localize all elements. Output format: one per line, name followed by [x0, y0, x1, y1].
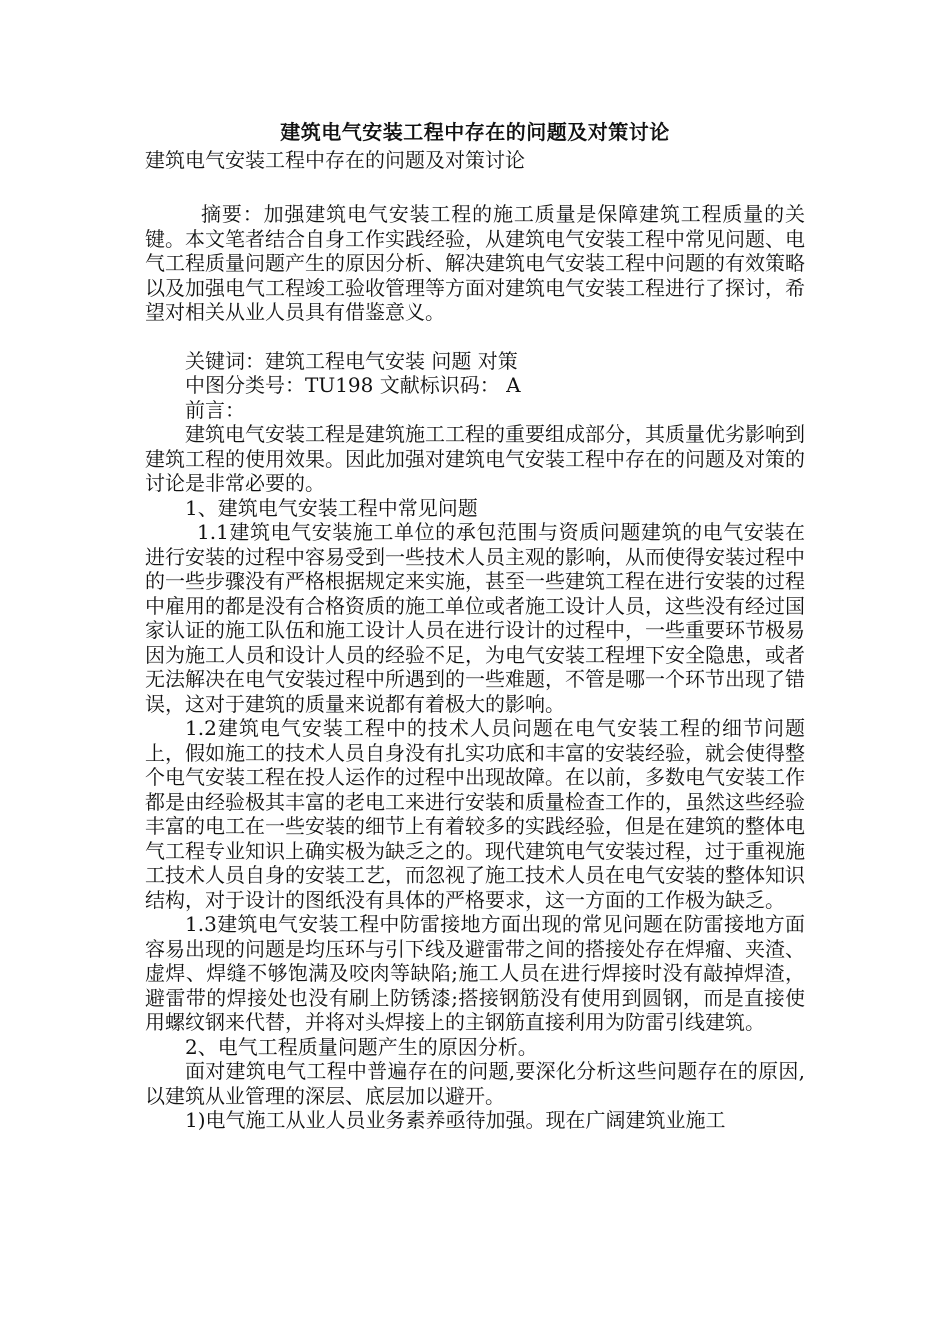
document-title: 建筑电气安装工程中存在的问题及对策讨论: [280, 120, 670, 144]
abstract-paragraph: 摘要：加强建筑电气安装工程的施工质量是保障建筑工程质量的关键。本文笔者结合自身工作实践经验，从建筑电气安装工程中常见问题、电气工程质量问题产生的原因分析、解决建筑电气安装工程中问题的有效策略以及加强电气工程竣工验收管理等方面对建筑电气安装工程进行了探讨，希望对相关从业人员具有借鉴意义。: [145, 202, 805, 324]
keywords-line: 关键词：建筑工程电气安装 问题 对策: [185, 348, 518, 373]
section-1-1-paragraph: 1.1建筑电气安装施工单位的承包范围与资质问题建筑的电气安装在进行安装的过程中容易受到一些技术人员主观的影响，从而使得安装过程中的一些步骤没有严格根据规定来实施，甚至一些建筑工程在进行安装的过程中雇用的都是没有合格资质的施工单位或者施工设计人员，这些没有经过国家认证的施工队伍和施工设计人员在进行设计的过程中，一些重要环节极易因为施工人员和设计人员的经验不足，为电气安装工程埋下安全隐患，或者无法解决在电气安装过程中所遇到的一些难题，不管是哪一个环节出现了错误，这对于建筑的质量来说都有着极大的影响。: [145, 520, 805, 716]
section-2-intro-paragraph: 面对建筑电气工程中普遍存在的问题,要深化分析这些问题存在的原因,以建筑从业管理的深层、底层加以避开。: [145, 1059, 805, 1108]
document-page: [145, 118, 805, 1133]
preface-heading: 前言：: [185, 397, 245, 422]
classification-line: 中图分类号：TU198 文献标识码： A: [185, 373, 521, 397]
section-1-3-paragraph: 1.3建筑电气安装工程中防雷接地方面出现的常见问题在防雷接地方面容易出现的问题是均压环与引下线及避雷带之间的搭接处存在焊瘤、夹渣、虚焊、焊缝不够饱满及咬肉等缺陷;施工人员在进行焊接时没有敲掉焊渣，避雷带的焊接处也没有刷上防锈漆;搭接钢筋没有使用到圆钢，而是直接使用螺纹钢来代替，并将对头焊接上的主钢筋直接利用为防雷引线建筑。: [145, 912, 805, 1034]
section-1-2-paragraph: 1.2建筑电气安装工程中的技术人员问题在电气安装工程的细节问题上，假如施工的技术人员自身没有扎实功底和丰富的安装经验，就会使得整个电气安装工程在投人运作的过程中出现故障。在以前，多数电气安装工作都是由经验极其丰富的老电工来进行安装和质量检查工作的，虽然这些经验丰富的电工在一些安装的细节上有着较多的实践经验，但是在建筑的整体电气工程专业知识上确实极为缺乏之的。现代建筑电气安装过程，过于重视施工技术人员自身的安装工艺，而忽视了施工技术人员在电气安装的整体知识结构，对于设计的图纸没有具体的严格要求，这一方面的工作极为缺乏。: [145, 716, 805, 912]
section-2-1-paragraph: 1)电气施工从业人员业务素养亟待加强。现在广阔建筑业施工: [185, 1108, 726, 1132]
document-subtitle: 建筑电气安装工程中存在的问题及对策讨论: [145, 148, 525, 172]
section-2-heading: 2、电气工程质量问题产生的原因分析。: [185, 1034, 538, 1059]
preface-paragraph: 建筑电气安装工程是建筑施工工程的重要组成部分，其质量优劣影响到建筑工程的使用效果。因此加强对建筑电气安装工程中存在的问题及对策的讨论是非常必要的。: [145, 422, 805, 495]
section-1-heading: 1、建筑电气安装工程中常见问题: [185, 495, 478, 520]
